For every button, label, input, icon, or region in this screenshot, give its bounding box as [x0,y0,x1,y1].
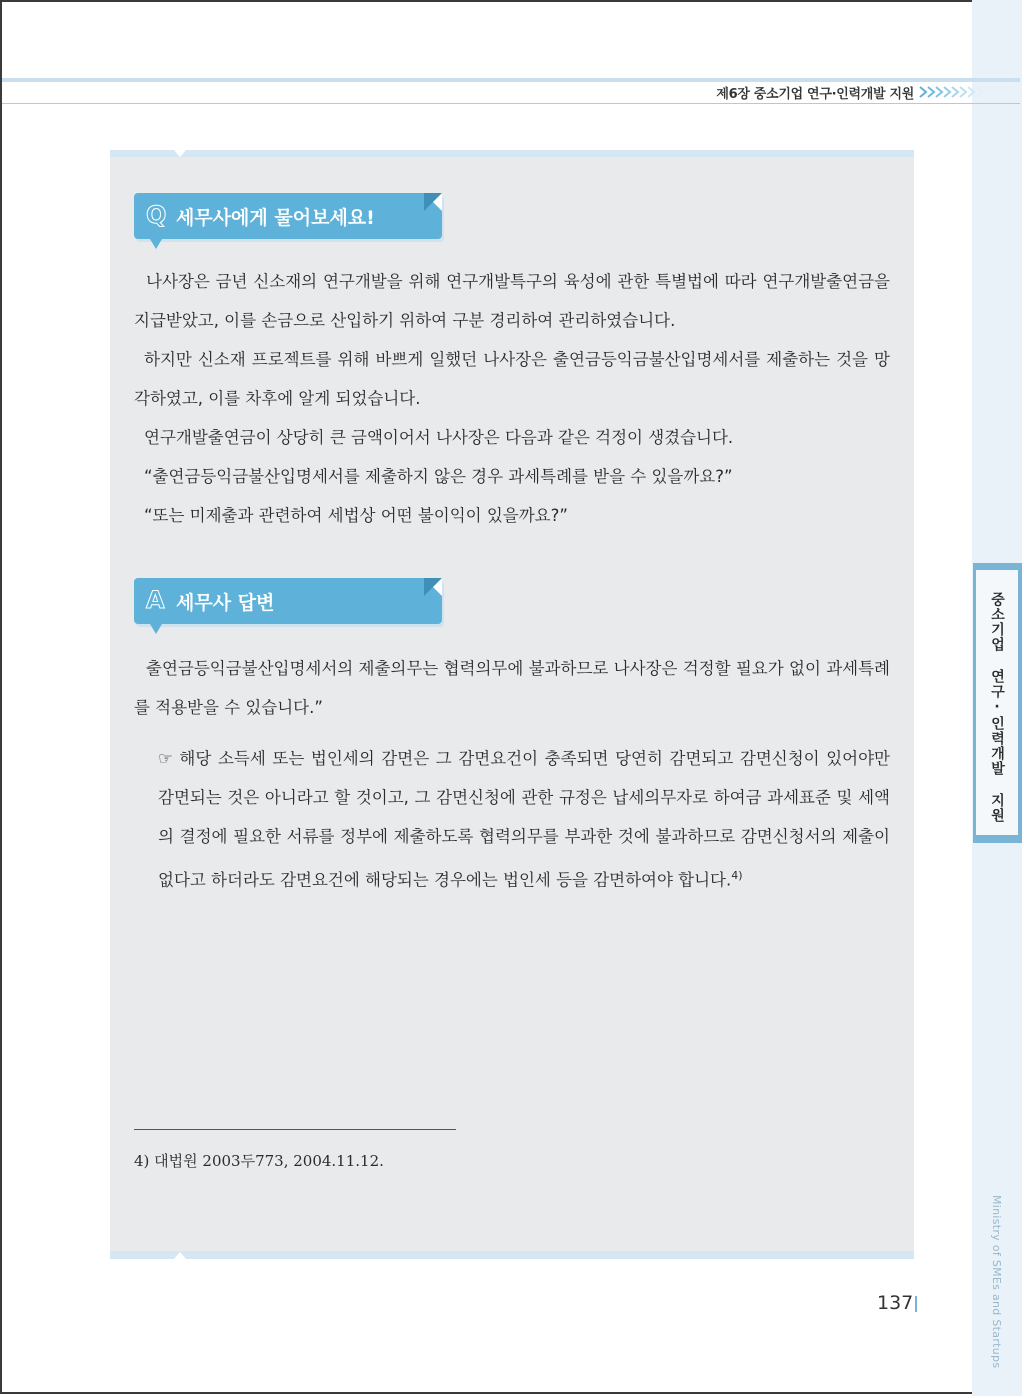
chevrons-icon [918,85,988,99]
answer-heading [134,578,442,624]
question-paragraph-1: 나사장은 금년 신소재의 연구개발을 위해 연구개발특구의 육성에 관한 특별법에 따라 연구개발출연금을 지급받았고, 이를 손금으로 산입하기 위하여 구분 경리하여 관리하였습니다. [134,272,890,330]
question-title: 세무사에게 물어보세요! [176,207,375,229]
question-paragraph-5: “또는 미제출과 관련하여 세법상 어떤 불이익이 있을까요?” [144,506,568,525]
corner-fold-shade [424,193,442,211]
answer-title: 세무사 답변 [176,592,275,614]
a-letter-icon: A [146,586,165,614]
footnote-ref: 4) [731,869,743,882]
qa-box-bottom-border [110,1251,914,1259]
bottom-notch [174,1252,186,1259]
answer-paragraph: 출연금등익금불산입명세서의 제출의무는 협력의무에 불과하므로 나사장은 걱정할 필요가 없이 과세특례를 적용받을 수 있습니다.” [134,659,890,717]
footnote: 4) 대법원 2003두773, 2004.11.12. [134,1152,384,1170]
question-paragraph-3: 연구개발출연금이 상당히 큰 금액이어서 나사장은 다음과 같은 걱정이 생겼습니다. [144,428,734,447]
question-paragraph-2: 하지만 신소재 프로젝트를 위해 바쁘게 일했던 나사장은 출연금등익금불산입명세서를 제출하는 것을 망각하였고, 이를 차후에 알게 되었습니다. [134,350,890,408]
chapter-title: 제6장 중소기업 연구·인력개발 지원 [716,87,914,102]
answer-note [158,739,890,900]
top-notch [174,150,186,157]
question-paragraph-4: “출연금등익금불산입명세서를 제출하지 않은 경우 과세특례를 받을 수 있을까요?” [144,467,733,486]
page-number: 137 [877,1292,914,1314]
corner-fold-shade [424,578,442,596]
bubble-tail [150,624,162,634]
bubble-tail [150,239,162,249]
answer-note-text: 해당 소득세 또는 법인세의 감면은 그 감면요건이 충족되면 당연히 감면되고 감면신청이 있어야만 감면되는 것은 아니라고 할 것이고, 그 감면신청에 관한 규정은 납세의무자로 하여금 과세표준 및 세액의 결정에 필요한 서류를 정부에 제출하도록 협력의무를 부과한 것에 불과하므로 감면신청서의 제출이 없다고 하더라도 감면요건에 해당되는 경우에는 법인세 등을 감면하여야 합니다. [158,749,890,890]
side-tab [976,570,1018,835]
header-rule-thin [2,103,1020,104]
q-letter-icon: Q [146,201,167,229]
pointing-hand-icon: ☞ [158,749,173,768]
footnote-rule [134,1129,456,1130]
page-number-bar [915,1296,917,1312]
header-rule [2,78,1020,82]
side-tab-label: 중소기업 연구·인력개발 지원 [989,592,1005,823]
question-heading [134,193,442,239]
ministry-caption: Ministry of SMEs and Startups [990,1195,1003,1369]
qa-box-top-border [110,150,914,157]
